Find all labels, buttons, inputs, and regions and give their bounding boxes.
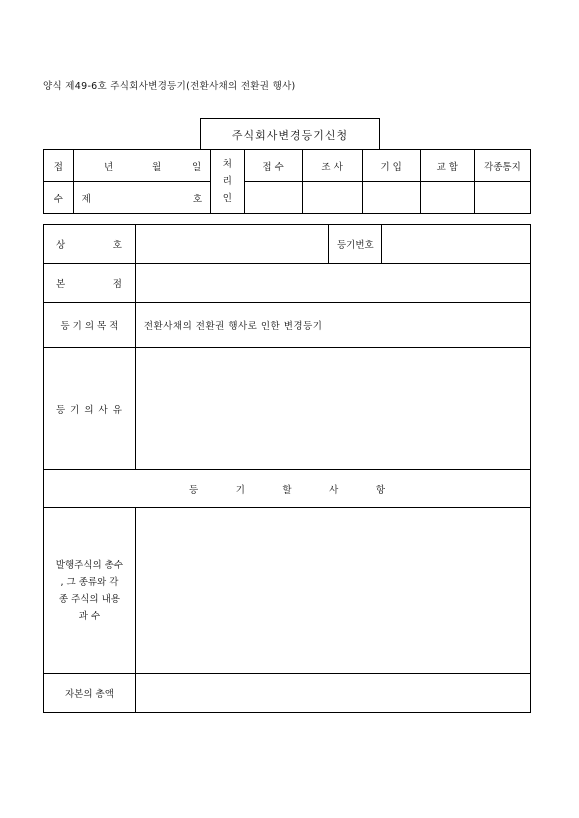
matters-header: 등 기 할 사 항 [44,470,531,508]
capital-label: 자본의 총액 [44,674,136,713]
purpose-label: 등 기 의 목 적 [44,303,136,348]
receipt-table [43,149,531,214]
registration-details-table [43,224,531,713]
col-entry: 기 입 [362,150,420,182]
cell-notices-seal[interactable] [474,182,530,214]
shares-label-line-4: 과 수 [78,610,101,622]
shares-input[interactable] [135,508,530,674]
cell-entry-seal[interactable] [362,182,420,214]
process-char-1: 처 [222,159,232,170]
process-char-2: 리 [222,176,232,187]
cell-review-seal[interactable] [302,182,362,214]
year-label: 년 [104,161,114,173]
registration-number-input[interactable] [382,225,531,264]
col-review: 조 사 [302,150,362,182]
reason-label: 등 기 의 사 유 [44,348,136,470]
form-number-label: 양식 제49-6호 주식회사변경등기(전환사채의 전환권 행사) [43,81,296,92]
col-collation: 교 합 [420,150,474,182]
col-notices: 각종통지 [474,150,530,182]
je-label: 제 [81,193,91,205]
cell-receipt-seal[interactable] [244,182,302,214]
month-label: 월 [152,161,162,173]
receipt-label-top: 접 [44,150,74,182]
day-label: 일 [192,161,202,173]
purpose-value[interactable]: 전환사채의 전환권 행사로 인한 변경등기 [135,303,530,348]
ho-label: 호 [192,193,203,205]
process-char-3: 인 [222,193,232,204]
registration-number-label: 등기번호 [329,225,382,264]
company-name-input[interactable] [135,225,329,264]
company-name-label: 상 호 [44,225,136,264]
capital-input[interactable] [135,674,530,713]
date-cell[interactable] [73,150,210,182]
receipt-number-cell[interactable] [73,182,210,214]
process-label [211,150,245,214]
shares-label-line-2: , 그 종류와 각 [60,576,119,588]
shares-label-line-3: 종 주식의 내용 [58,593,120,605]
head-office-label: 본 점 [44,264,136,303]
reason-input[interactable] [135,348,530,470]
shares-label-line-1: 발행주식의 총수 [55,559,124,571]
shares-label [44,508,136,674]
cell-collation-seal[interactable] [420,182,474,214]
receipt-label-bottom: 수 [44,182,74,214]
form-title: 주식회사변경등기신청 [200,118,380,150]
col-receipt: 접 수 [244,150,302,182]
head-office-input[interactable] [135,264,530,303]
